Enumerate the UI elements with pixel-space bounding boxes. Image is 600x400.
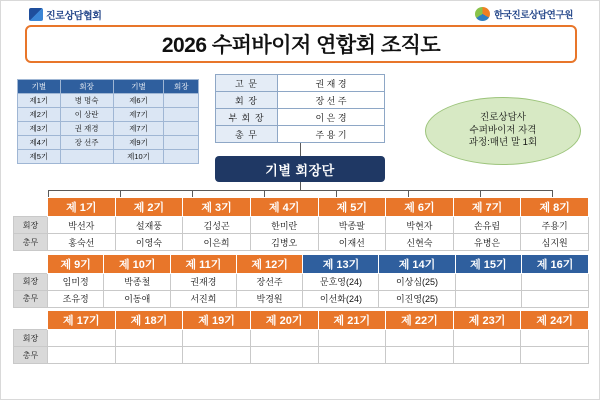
connector-officers-to-chairs xyxy=(300,143,301,156)
table-row xyxy=(18,136,199,150)
connector-drop-7 xyxy=(480,190,481,197)
officers-table xyxy=(215,74,385,143)
chair-cell[interactable] xyxy=(183,330,251,347)
page-title xyxy=(25,25,577,63)
cell-chair: 장 선주 xyxy=(60,136,113,150)
secretary-cell[interactable]: 이영숙 xyxy=(115,234,183,251)
chair-cell[interactable]: 김성곤 xyxy=(183,217,251,234)
row-label-chair: 회장 xyxy=(14,217,48,234)
cell-term: 제5기 xyxy=(18,150,61,164)
chair-cell[interactable] xyxy=(318,330,386,347)
chair-cell[interactable]: 권재경 xyxy=(171,273,237,290)
cell-chair: 이 상란 xyxy=(60,108,113,122)
secretary-cell[interactable]: 신현숙 xyxy=(386,234,454,251)
officer-role: 총 무 xyxy=(216,126,278,143)
cell-chair: 권 재경 xyxy=(60,122,113,136)
term-header[interactable]: 제 19기 xyxy=(183,311,251,330)
secretary-cell[interactable] xyxy=(455,290,522,307)
secretary-cell[interactable] xyxy=(250,347,318,364)
chair-cell[interactable] xyxy=(48,330,116,347)
cell-term: 제7기 xyxy=(113,108,164,122)
secretary-row xyxy=(14,290,589,307)
chair-row xyxy=(14,217,589,234)
term-header[interactable]: 제 16기 xyxy=(522,254,589,273)
chair-cell[interactable]: 설재풍 xyxy=(115,217,183,234)
connector-drop-5 xyxy=(336,190,337,197)
organization-grid xyxy=(13,197,589,364)
row-label-secretary: 총무 xyxy=(14,347,48,364)
term-header[interactable]: 제 7기 xyxy=(453,198,521,217)
term-header[interactable]: 제 9기 xyxy=(48,254,104,273)
secretary-cell[interactable]: 이동애 xyxy=(104,290,171,307)
term-header[interactable]: 제 4기 xyxy=(250,198,318,217)
secretary-row xyxy=(14,347,589,364)
cell-term: 제6기 xyxy=(113,94,164,108)
connector-drop-4 xyxy=(264,190,265,197)
chair-cell[interactable]: 임미정 xyxy=(48,273,104,290)
table-row xyxy=(18,122,199,136)
table-header-row xyxy=(18,80,199,94)
term-header[interactable]: 제 13기 xyxy=(303,254,379,273)
col-header-term-1: 기별 xyxy=(18,80,61,94)
term-header[interactable]: 제 2기 xyxy=(115,198,183,217)
cell-chair: 병 명숙 xyxy=(60,94,113,108)
chairs-group-label xyxy=(215,156,385,182)
chair-cell[interactable] xyxy=(386,330,454,347)
cell-chair xyxy=(164,136,199,150)
term-header[interactable]: 제 11기 xyxy=(171,254,237,273)
secretary-cell[interactable] xyxy=(521,347,589,364)
chair-cell[interactable] xyxy=(115,330,183,347)
logo-left-label: 진로상담협회 xyxy=(46,11,102,22)
term-header[interactable]: 제 14기 xyxy=(379,254,455,273)
secretary-cell[interactable]: 이은희 xyxy=(183,234,251,251)
term-header[interactable]: 제 20기 xyxy=(250,311,318,330)
term-header[interactable]: 제 15기 xyxy=(455,254,522,273)
secretary-cell[interactable] xyxy=(318,347,386,364)
secretary-cell[interactable] xyxy=(522,290,589,307)
chairs-group-label-text: 기별 회장단 xyxy=(265,162,335,178)
chair-cell[interactable] xyxy=(521,330,589,347)
row-label-secretary: 총무 xyxy=(14,234,48,251)
col-header-chair-2: 회장 xyxy=(164,80,199,94)
cell-chair xyxy=(164,150,199,164)
row-label-secretary: 총무 xyxy=(14,290,48,307)
table-row xyxy=(18,150,199,164)
chair-cell[interactable]: 손유림 xyxy=(453,217,521,234)
connector-drop-6 xyxy=(408,190,409,197)
secretary-cell[interactable]: 이선화(24) xyxy=(303,290,379,307)
chair-cell[interactable] xyxy=(250,330,318,347)
logo-circle-icon xyxy=(475,7,490,21)
chair-cell[interactable] xyxy=(453,330,521,347)
chair-cell[interactable]: 박종팔 xyxy=(318,217,386,234)
row-label-chair: 회장 xyxy=(14,273,48,290)
institute-logo-right xyxy=(475,7,573,21)
chair-cell[interactable] xyxy=(522,273,589,290)
chair-cell[interactable]: 박선자 xyxy=(48,217,116,234)
cell-term: 제4기 xyxy=(18,136,61,150)
chair-cell[interactable]: 주용기 xyxy=(521,217,589,234)
secretary-cell[interactable]: 심지원 xyxy=(521,234,589,251)
cell-chair xyxy=(164,108,199,122)
cell-chair xyxy=(164,94,199,108)
officer-role: 회 장 xyxy=(216,92,278,109)
secretary-cell[interactable]: 홍숙선 xyxy=(48,234,116,251)
cell-term: 제10기 xyxy=(113,150,164,164)
cell-term: 제7기 xyxy=(113,122,164,136)
page-title-text: 2026 수퍼바이저 연합회 조직도 xyxy=(161,34,441,57)
term-header[interactable]: 제 18기 xyxy=(115,311,183,330)
chairs-summary-table xyxy=(17,79,199,164)
secretary-cell[interactable] xyxy=(386,347,454,364)
secretary-cell[interactable]: 이진영(25) xyxy=(379,290,455,307)
cell-term: 제9기 xyxy=(113,136,164,150)
officer-row xyxy=(216,75,385,92)
chair-row xyxy=(14,330,589,347)
secretary-cell[interactable] xyxy=(48,347,116,364)
certification-note-line1: 진로상담사 xyxy=(480,111,526,123)
connector-drop-8 xyxy=(552,190,553,197)
logo-right-label: 한국진로상담연구원 xyxy=(494,10,573,21)
secretary-row xyxy=(14,234,589,251)
officer-name: 장 선 주 xyxy=(278,92,385,109)
term-header[interactable]: 제 5기 xyxy=(318,198,386,217)
secretary-cell[interactable]: 김병오 xyxy=(250,234,318,251)
term-header[interactable]: 제 1기 xyxy=(48,198,116,217)
term-header[interactable]: 제 22기 xyxy=(386,311,454,330)
table-row xyxy=(18,94,199,108)
term-header[interactable]: 제 17기 xyxy=(48,311,116,330)
officer-name: 주 용 기 xyxy=(278,126,385,143)
term-header[interactable]: 제 6기 xyxy=(386,198,454,217)
secretary-cell[interactable] xyxy=(183,347,251,364)
certification-note-line3: 과정:매년 말 1회 xyxy=(468,137,538,149)
cell-term: 제1기 xyxy=(18,94,61,108)
term-header-row xyxy=(14,311,589,330)
officer-role: 고 문 xyxy=(216,75,278,92)
secretary-cell[interactable] xyxy=(115,347,183,364)
term-block-1 xyxy=(13,197,589,254)
logo-mark-icon xyxy=(29,8,43,21)
connector-stem xyxy=(300,182,301,190)
term-header[interactable]: 제 10기 xyxy=(104,254,171,273)
officer-role: 부 회 장 xyxy=(216,109,278,126)
cell-chair xyxy=(60,150,113,164)
term-header[interactable]: 제 23기 xyxy=(453,311,521,330)
term-header[interactable]: 제 3기 xyxy=(183,198,251,217)
officer-name: 이 은 경 xyxy=(278,109,385,126)
term-block-2 xyxy=(13,254,589,311)
chair-cell[interactable] xyxy=(455,273,522,290)
secretary-cell[interactable]: 유병은 xyxy=(453,234,521,251)
secretary-cell[interactable] xyxy=(453,347,521,364)
chair-cell[interactable]: 한미란 xyxy=(250,217,318,234)
secretary-cell[interactable]: 이재선 xyxy=(318,234,386,251)
row-label-chair: 회장 xyxy=(14,330,48,347)
connector-drop-3 xyxy=(192,190,193,197)
col-header-term-2: 기별 xyxy=(113,80,164,94)
secretary-cell[interactable]: 조유정 xyxy=(48,290,104,307)
certification-note-line2: 수퍼바이저 자격 xyxy=(469,124,537,136)
term-header-row xyxy=(14,198,589,217)
certification-note xyxy=(425,97,581,165)
cell-chair xyxy=(164,122,199,136)
association-logo-left xyxy=(29,7,102,22)
officer-row xyxy=(216,126,385,143)
cell-term: 제2기 xyxy=(18,108,61,122)
chair-cell[interactable]: 문호영(24) xyxy=(303,273,379,290)
term-header[interactable]: 제 24기 xyxy=(521,311,589,330)
connector-drop-1 xyxy=(48,190,49,197)
term-header[interactable]: 제 8기 xyxy=(521,198,589,217)
chair-cell[interactable]: 박종철 xyxy=(104,273,171,290)
connector-drop-2 xyxy=(120,190,121,197)
col-header-chair-1: 회장 xyxy=(60,80,113,94)
chair-cell[interactable]: 박현자 xyxy=(386,217,454,234)
secretary-cell[interactable]: 박경원 xyxy=(236,290,303,307)
officer-row xyxy=(216,109,385,126)
officer-name: 권 재 경 xyxy=(278,75,385,92)
term-header-row xyxy=(14,254,589,273)
chair-cell[interactable]: 장선주 xyxy=(236,273,303,290)
term-header[interactable]: 제 12기 xyxy=(236,254,303,273)
connector-bus xyxy=(48,190,553,191)
cell-term: 제3기 xyxy=(18,122,61,136)
term-block-3 xyxy=(13,310,589,364)
officer-row xyxy=(216,92,385,109)
secretary-cell[interactable]: 서진희 xyxy=(171,290,237,307)
chair-cell[interactable]: 이상심(25) xyxy=(379,273,455,290)
chair-row xyxy=(14,273,589,290)
table-row xyxy=(18,108,199,122)
term-header[interactable]: 제 21기 xyxy=(318,311,386,330)
